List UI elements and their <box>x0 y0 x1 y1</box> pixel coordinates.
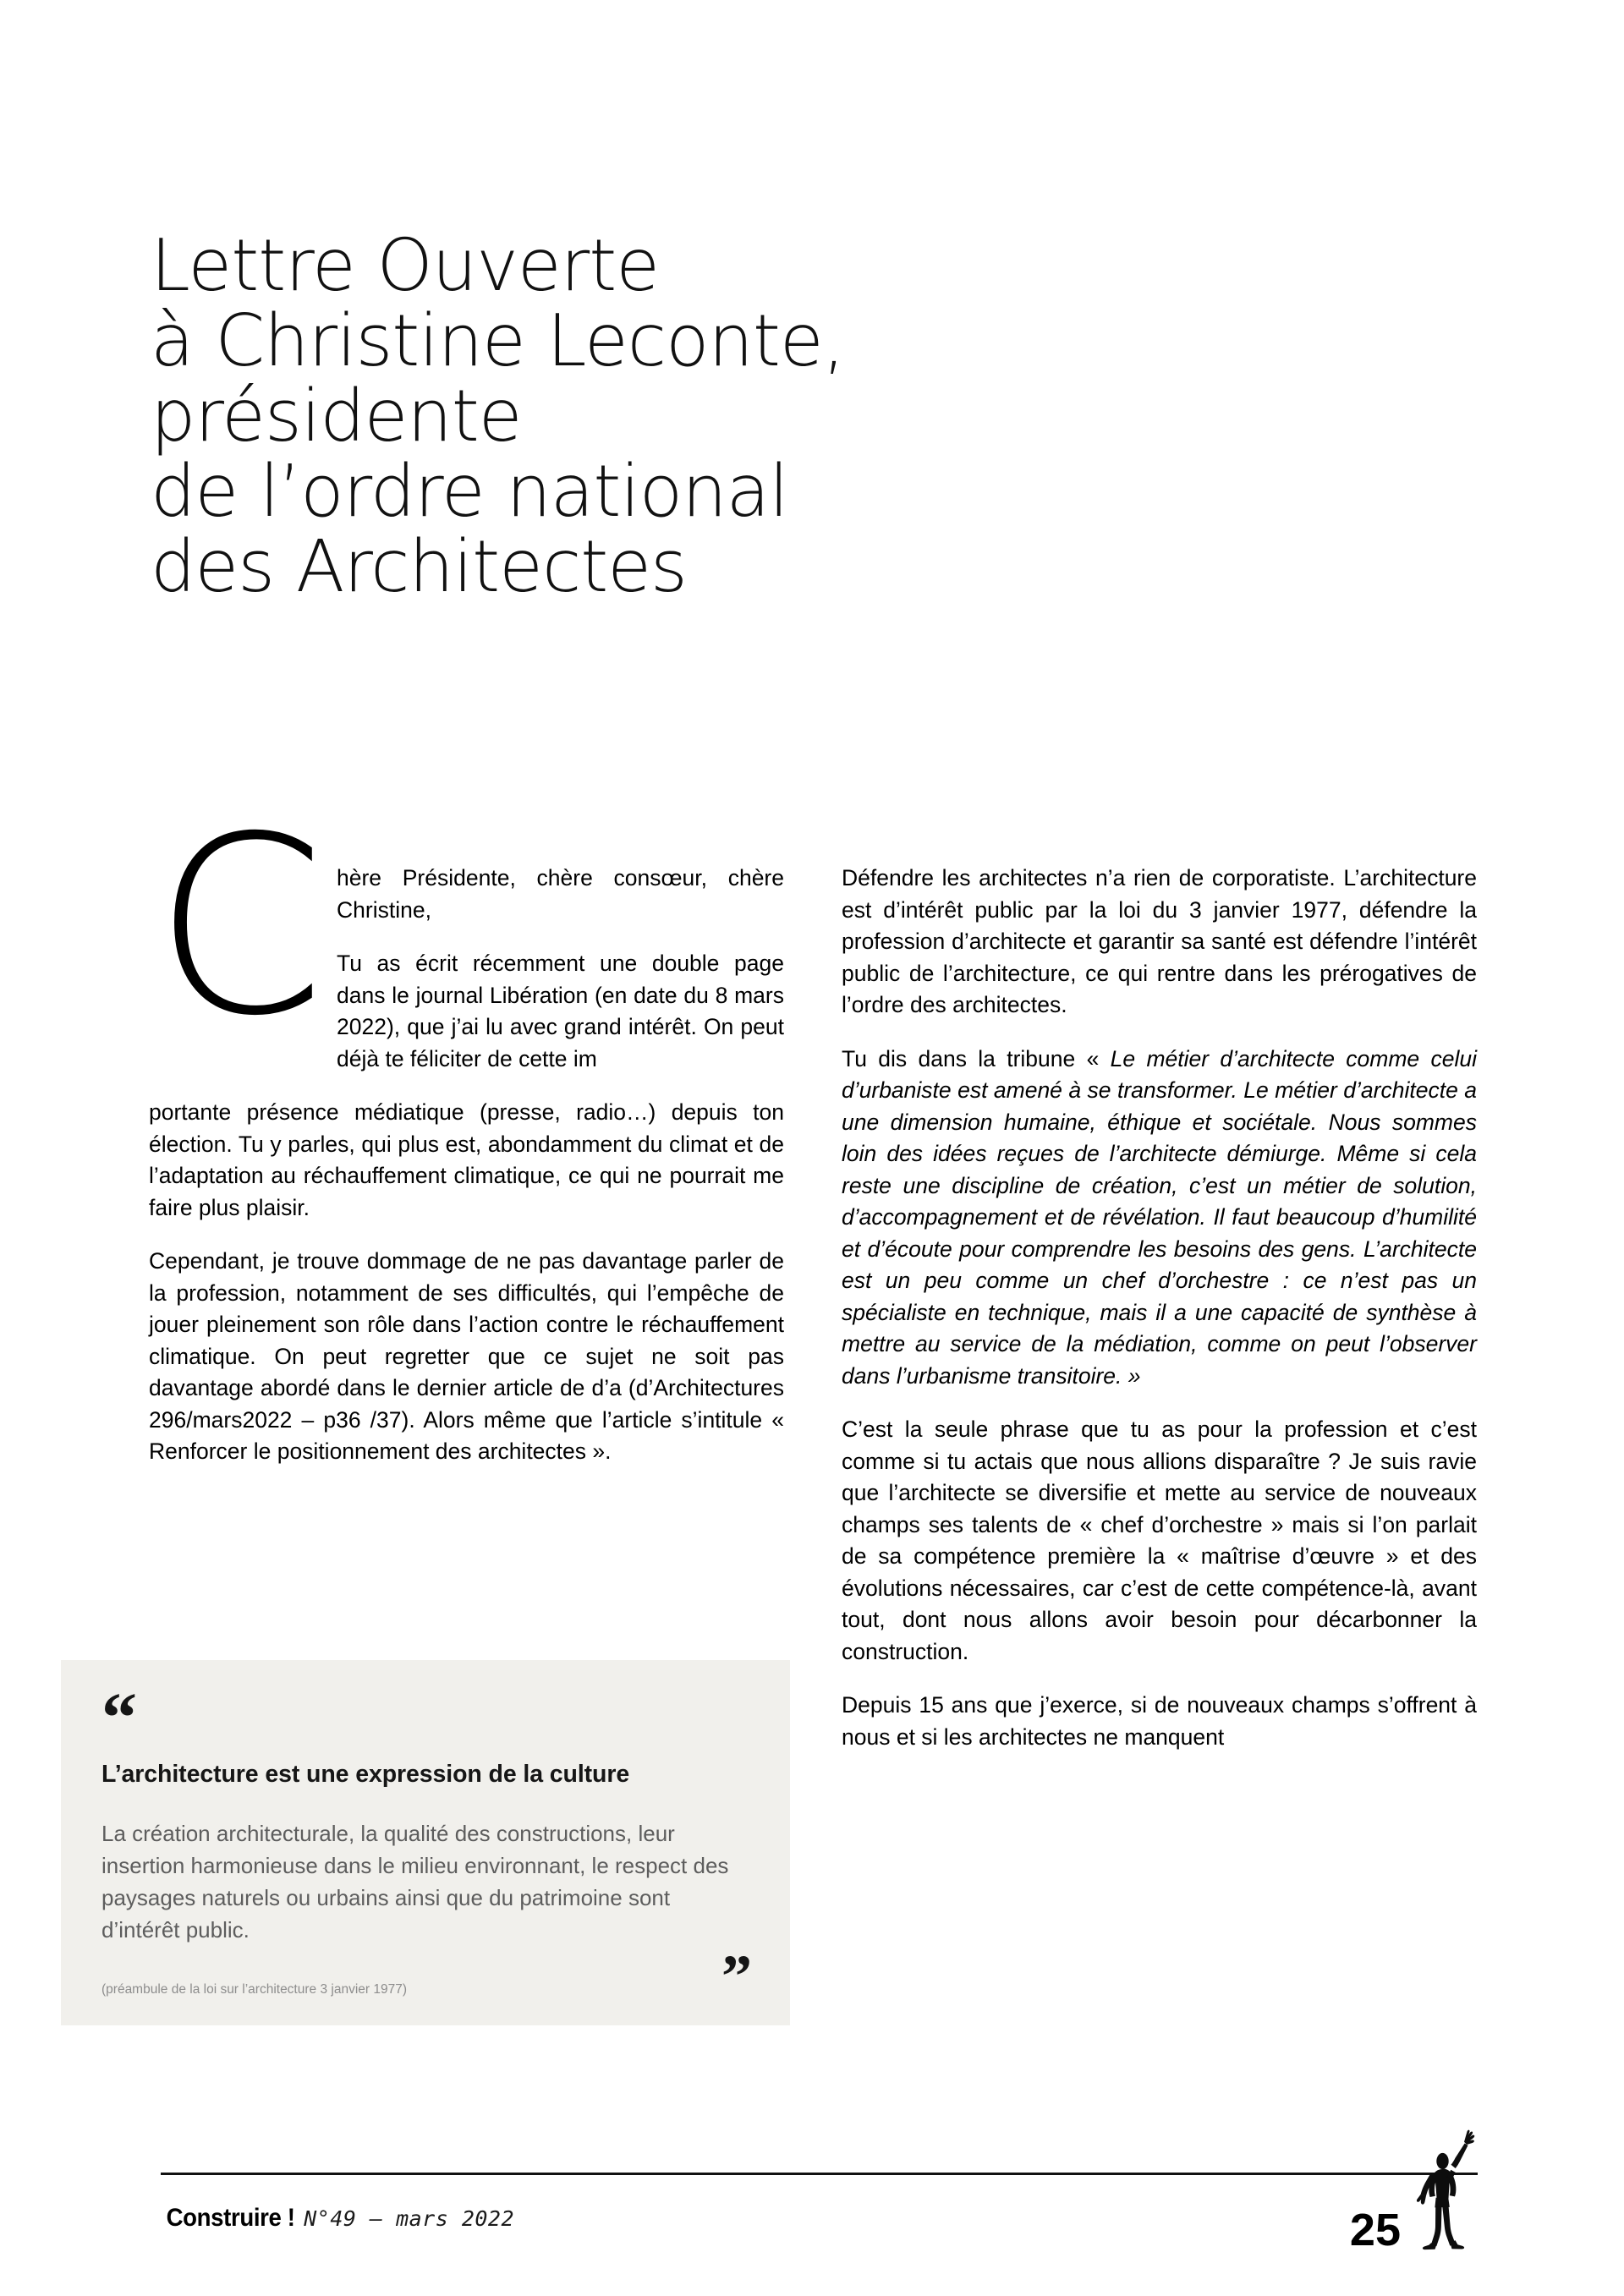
open-quote-icon: “ <box>102 1679 134 1757</box>
raised-arm-figure-logo-icon <box>1416 2126 1480 2253</box>
right-paragraph-3: C’est la seule phrase que tu as pour la profession et c’est comme si tu actais que nous allions disparaître ? Je suis ravie que l’architecte se diversifie et mette au service de nouveaux champs ses talents de « chef d’orchestre » mais si l’on parlait de sa compétence première la « maîtrise d’œuvre » et des évolutions nécessaires, car c’est de cette compétence-là, avant tout, dont nous allons avoir besoin pour décarbonner la construction. <box>842 1417 1477 1664</box>
salutation-paragraph: hère Présidente, chère consœur, chère Christine, <box>337 865 784 923</box>
drop-cap-letter: C <box>154 785 326 1070</box>
page-number: 25 <box>1349 2205 1401 2255</box>
article-columns <box>149 785 1477 1775</box>
right-column <box>842 863 1477 1775</box>
pull-quote-box <box>61 1660 790 2025</box>
pull-quote-heading: L’architecture est une expression de la culture <box>102 1761 630 1788</box>
pull-quote-source: (préambule de la loi sur l’architecture 3 janvier 1977) <box>102 1981 407 1997</box>
title-line-5: des Architectes <box>151 525 687 609</box>
tribune-lead-in: Tu dis dans la tribune « <box>842 1045 1111 1071</box>
page-title <box>151 224 1250 609</box>
footer-brand-name: Construire ! <box>166 2204 295 2232</box>
page-footer <box>161 2204 1480 2255</box>
title-line-3: présidente <box>151 375 522 458</box>
close-quote-icon: ” <box>721 1943 749 2010</box>
right-paragraph-4: Depuis 15 ans que j’exerce, si de nouveaux champs s’offrent à nous et si les architectes ne manquent <box>842 1692 1477 1750</box>
pull-quote-body: La création architecturale, la qualité des constructions, leur insertion harmonieuse dans le milieu environnant, le respect des paysages naturels ou urbains ainsi que du patrimoine sont d’intérêt public. <box>102 1820 729 1943</box>
intro-paragraph-indented: Tu as écrit récemment une double page dans le journal Libération (en date du 8 mars 2022), que j’ai lu avec grand intérêt. On peut déjà te féliciter de cette im <box>337 951 784 1071</box>
title-line-1: Lettre Ouverte <box>151 224 660 308</box>
title-line-4: de l’ordre national <box>151 450 788 534</box>
dropcap-indented-lines <box>337 863 784 1075</box>
footer-divider <box>161 2173 1478 2175</box>
left-column <box>149 785 784 1775</box>
footer-publication-info <box>161 2204 514 2233</box>
dropcap-paragraph-group <box>149 785 784 1075</box>
footer-page-marker <box>1350 2126 1480 2253</box>
intro-paragraph-continuation: portante présence médiatique (presse, radio…) depuis ton élection. Tu y parles, qui plus est, abondamment du climat et de l’adaptation au réchauffement climatique, ce qui ne pourrait me faire plus plaisir. <box>149 1099 784 1220</box>
right-paragraph-1: Défendre les architectes n’a rien de corporatiste. L’architecture est d’intérêt public par la loi du 3 janvier 1977, défendre la profession d’architecte et garantir sa santé est défendre l’intérêt public de l’architecture, ce qui rentre dans les prérogatives de l’ordre des architectes. <box>842 865 1477 1017</box>
left-paragraph-3: Cependant, je trouve dommage de ne pas davantage parler de la profession, notamment de ses difficultés, qui l’empêche de jouer pleinement son rôle dans l’action contre le réchauffement climatique. On peut regretter que ce sujet ne soit pas davantage abordé dans le dernier article de d’a (d’Architectures 296/mars2022 – p36 /37). Alors même que l’article s’intitule « Renforcer le positionnement des architectes ». <box>149 1248 784 1464</box>
tribune-quote-italic: Le métier d’architecte comme celui d’urbaniste est amené à se transformer. Le métier d’architecte a une dimension humaine, éthique et sociétale. Nous sommes loin des idées reçues de l’architecte démiurge. Même si cela reste une discipline de création, c’est un métier de solution, d’accompagnement et de révélation. Il faut beaucoup d’humilité et d’écoute pour comprendre les besoins des gens. L’architecte est un peu comme un chef d’orchestre : ce n’est pas un spécialiste en technique, mais il a une capacité de synthèse à mettre au service de la médiation, comme on peut l’observer dans l’urbanisme transitoire. » <box>842 1045 1477 1389</box>
right-paragraph-2-quote <box>842 1044 1477 1393</box>
footer-issue-label: N°49 – mars 2022 <box>304 2206 515 2231</box>
title-line-2: à Christine Leconte, <box>151 299 845 383</box>
